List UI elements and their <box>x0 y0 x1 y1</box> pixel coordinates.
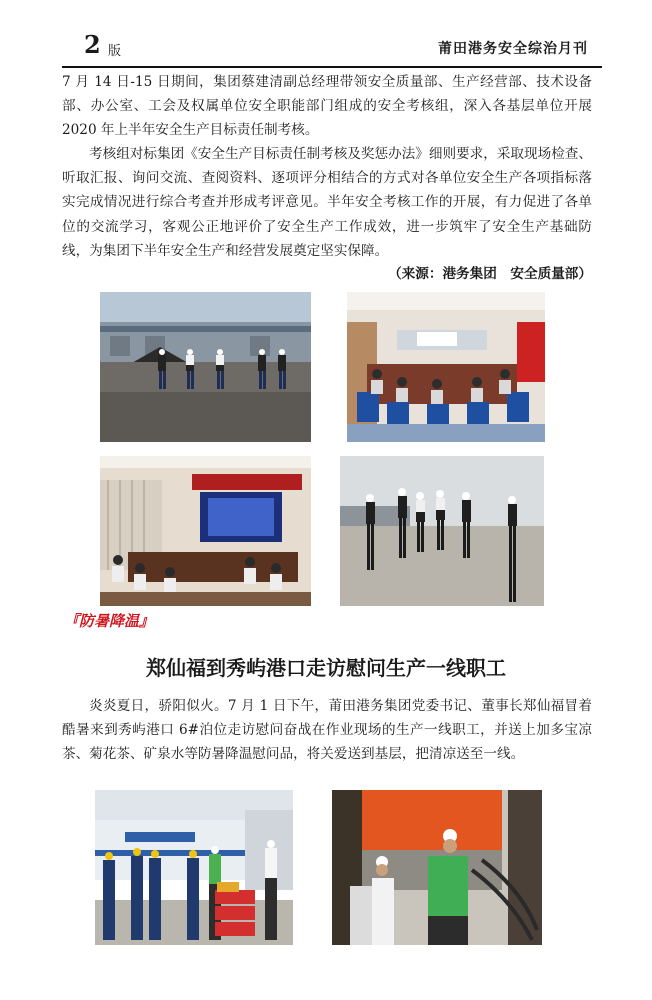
photo-yard-inspection <box>100 292 311 442</box>
article1-paragraph-2: 考核组对标集团《安全生产目标责任制考核及奖惩办法》细则要求，采取现场检查、听取汇报、询问交流、查阅资料、逐项评分相结合的方式对各单位安全生产各项指标落实完成情况进行综合考查并形成考评意见。半年安全考核工作的开展，有力促进了各单位的交流学习，客观公正地评价了安全生产工作成效，进一步筑牢了安全生产基础防线，为集团下半年安全生产和经营发展奠定坚实保障。 <box>62 146 592 259</box>
photo-briefing-screen <box>100 456 311 606</box>
page-header <box>62 26 602 68</box>
photo-supplies-handout <box>95 790 293 945</box>
article2-paragraph-1: 炎炎夏日，骄阳似火。7 月 1 日下午，莆田港务集团党委书记、董事长郑仙福冒着酷暑来到秀屿港口 6#泊位走访慰问奋战在作业现场的生产一线职工，并送上加多宝凉茶、菊花茶、矿泉水等防暑降温慰问品，将关爱送到基层，把清凉送至一线。 <box>62 698 592 763</box>
article1-paragraph-1: 7 月 14 日-15 日期间，集团蔡建清副总经理带领安全质量部、生产经营部、技术设备部、办公室、工会及权属单位安全职能部门组成的安全考核组，深入各基层单位开展 2020 年上半年安全生产目标责任制考核。 <box>62 74 592 139</box>
photo-dock-inspection <box>340 456 544 606</box>
photo-meeting-room <box>347 292 545 442</box>
publication-title: 莆田港务安全综治月刊 <box>438 41 588 57</box>
article2-title: 郑仙福到秀屿港口走访慰问生产一线职工 <box>146 656 506 680</box>
photo-crane-visit <box>332 790 542 945</box>
page-number-suffix: 版 <box>108 44 122 59</box>
page-number: 2 <box>84 30 101 59</box>
article1-source: （来源：港务集团 安全质量部） <box>388 266 592 282</box>
section-tag-heat-prevention: 『防暑降温』 <box>64 612 155 630</box>
